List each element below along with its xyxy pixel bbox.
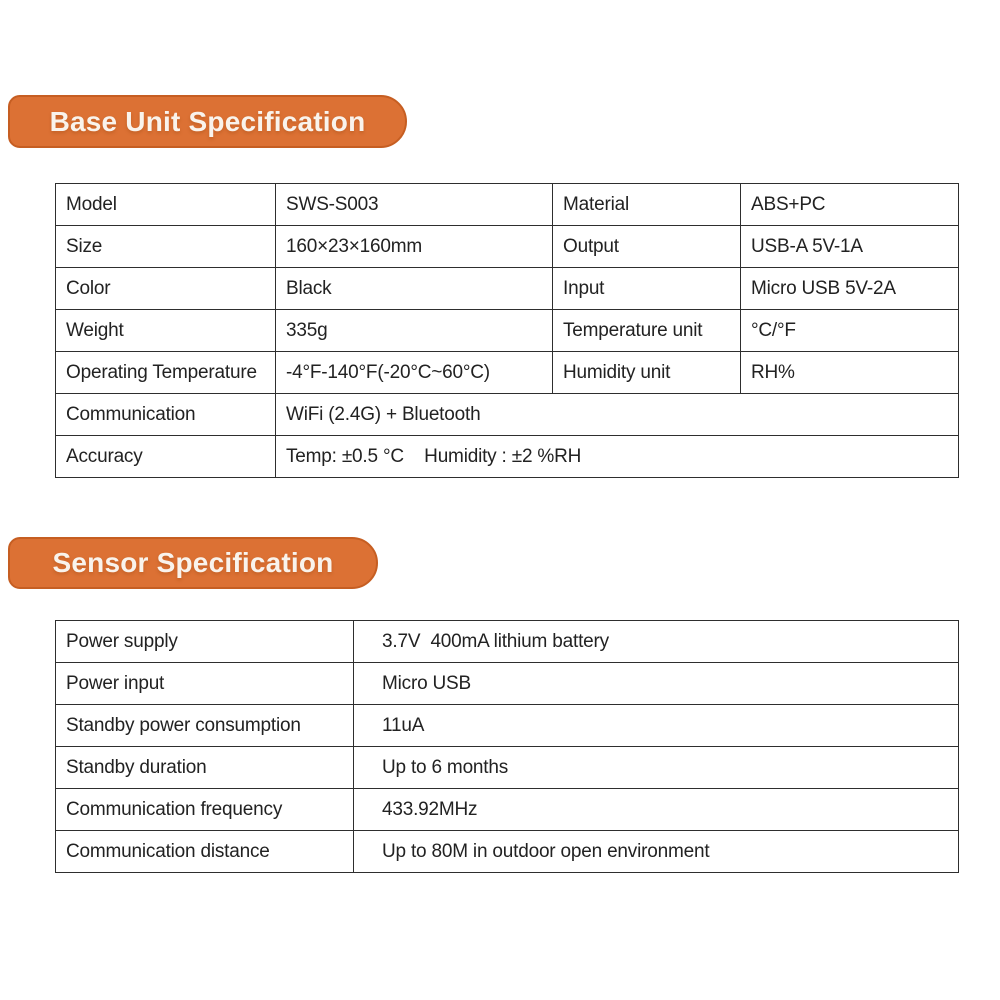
spec-value-cell: Temp: ±0.5 °C Humidity : ±2 %RH: [276, 436, 959, 478]
spec-label-cell: Communication distance: [56, 831, 354, 873]
spec-label-cell: Output: [553, 226, 741, 268]
spec-label-cell: Input: [553, 268, 741, 310]
spec-value-cell: 433.92MHz: [354, 789, 959, 831]
table-row: [56, 747, 959, 789]
spec-value-cell: ABS+PC: [741, 184, 959, 226]
spec-value-cell: Micro USB: [354, 663, 959, 705]
spec-value-cell: Black: [276, 268, 553, 310]
table-row: [56, 831, 959, 873]
spec-value-cell: USB-A 5V-1A: [741, 226, 959, 268]
spec-label-cell: Weight: [56, 310, 276, 352]
spec-value-cell: Up to 6 months: [354, 747, 959, 789]
spec-label-cell: Standby duration: [56, 747, 354, 789]
spec-value-cell: Micro USB 5V-2A: [741, 268, 959, 310]
spec-label-cell: Power input: [56, 663, 354, 705]
section-title-sensor: Sensor Specification: [52, 547, 334, 578]
spec-label-cell: Operating Temperature: [56, 352, 276, 394]
section-title-base: Base Unit Specification: [49, 105, 366, 137]
spec-label-cell: Temperature unit: [553, 310, 741, 352]
table-row: [56, 268, 959, 310]
spec-value-cell: °C/°F: [741, 310, 959, 352]
table-row: [56, 394, 959, 436]
spec-value-cell: 3.7V 400mA lithium battery: [354, 621, 959, 663]
spec-label-cell: Power supply: [56, 621, 354, 663]
spec-label-cell: Model: [56, 184, 276, 226]
spec-value-cell: 160×23×160mm: [276, 226, 553, 268]
sensor-spec-table: [55, 620, 959, 873]
section-title-banner-base: [8, 95, 407, 148]
spec-value-cell: SWS-S003: [276, 184, 553, 226]
table-row: [56, 789, 959, 831]
table-row: [56, 663, 959, 705]
spec-value-cell: 335g: [276, 310, 553, 352]
spec-value-cell: -4°F-140°F(-20°C~60°C): [276, 352, 553, 394]
table-row: [56, 621, 959, 663]
spec-value-cell: WiFi (2.4G) + Bluetooth: [276, 394, 959, 436]
spec-label-cell: Accuracy: [56, 436, 276, 478]
table-row: [56, 310, 959, 352]
spec-label-cell: Humidity unit: [553, 352, 741, 394]
table-row: [56, 352, 959, 394]
spec-label-cell: Material: [553, 184, 741, 226]
table-row: [56, 705, 959, 747]
table-row: [56, 226, 959, 268]
spec-value-cell: Up to 80M in outdoor open environment: [354, 831, 959, 873]
table-row: [56, 184, 959, 226]
spec-value-cell: RH%: [741, 352, 959, 394]
table-row: [56, 436, 959, 478]
spec-value-cell: 11uA: [354, 705, 959, 747]
spec-label-cell: Communication frequency: [56, 789, 354, 831]
spec-label-cell: Standby power consumption: [56, 705, 354, 747]
section-title-banner-sensor: [8, 537, 378, 589]
spec-label-cell: Size: [56, 226, 276, 268]
spec-label-cell: Color: [56, 268, 276, 310]
base-unit-spec-table: [55, 183, 959, 478]
spec-label-cell: Communication: [56, 394, 276, 436]
